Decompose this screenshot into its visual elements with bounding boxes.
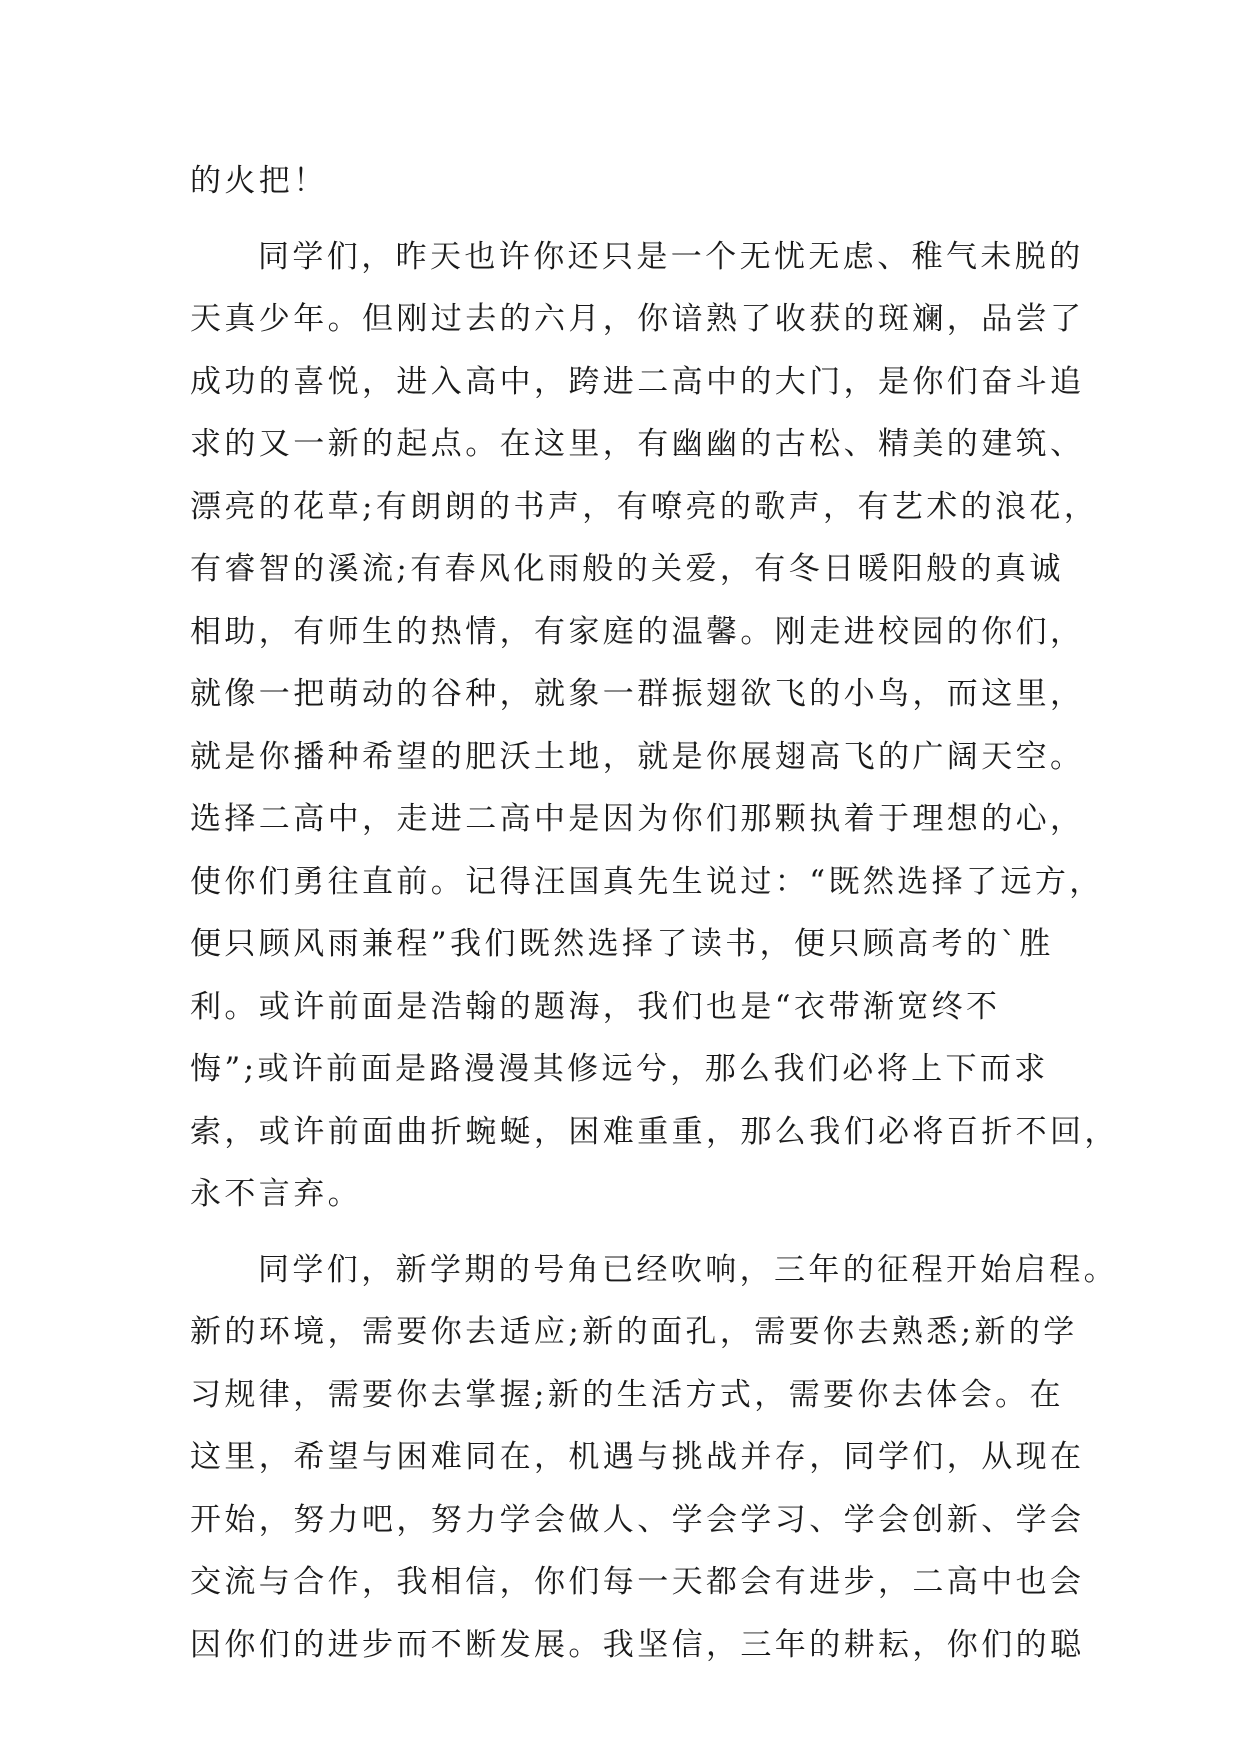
text-line: 新的环境，需要你去适应;新的面孔，需要你去熟悉;新的学 [190,1314,1078,1350]
text-line: 成功的喜悦，进入高中，跨进二高中的大门，是你们奋斗追 [190,363,1085,400]
text-line: 这里，希望与困难同在，机遇与挑战并存，同学们，从现在 [190,1439,1085,1475]
text-line: 就是你播种希望的肥沃土地，就是你展翅高飞的广阔天空。 [190,738,1085,775]
text-line: 开始，努力吧，努力学会做人、学会学习、学会创新、学会 [190,1501,1085,1538]
text-line: 的火把！ [190,163,328,199]
text-line: 天真少年。但刚过去的六月，你谙熟了收获的斑斓，品尝了 [190,301,1085,337]
text-line: 就像一把萌动的谷种，就象一群振翅欲飞的小鸟，而这里， [190,676,1085,712]
text-line: 漂亮的花草;有朗朗的书声，有嘹亮的歌声，有艺术的浪花， [190,488,1099,525]
text-line: 因你们的进步而不断发展。我坚信，三年的耕耘，你们的聪 [190,1626,1085,1663]
text-line: 使你们勇往直前。记得汪国真先生说过：“既然选择了远方， [190,863,1104,900]
body-text [190,150,1119,1676]
text-line: 习规律，需要你去掌握;新的生活方式，需要你去体会。在 [190,1376,1064,1413]
text-line: 永不言弃。 [190,1176,362,1212]
text-line: 悔”;或许前面是路漫漫其修远兮，那么我们必将上下而求 [190,1051,1049,1087]
paragraph-first-line: 同学们，新学期的号角已经吹响，三年的征程开始启程。 [258,1251,1118,1288]
text-line: 有睿智的溪流;有春风化雨般的关爱，有冬日暖阳般的真诚 [190,551,1064,587]
text-line: 便只顾风雨兼程”我们既然选择了读书，便只顾高考的`胜 [190,926,1054,962]
text-line: 交流与合作，我相信，你们每一天都会有进步，二高中也会 [190,1564,1085,1600]
paragraph-first-line: 同学们，昨天也许你还只是一个无忧无虑、稚气未脱的 [258,238,1084,275]
text-line: 索，或许前面曲折蜿蜒，困难重重，那么我们必将百折不回， [190,1113,1119,1150]
text-line: 选择二高中，走进二高中是因为你们那颗执着于理想的心， [190,801,1085,837]
text-line: 相助，有师生的热情，有家庭的温馨。刚走进校园的你们， [190,613,1085,650]
text-line: 求的又一新的起点。在这里，有幽幽的古松、精美的建筑、 [190,426,1085,462]
text-line: 利。或许前面是浩翰的题海，我们也是“衣带渐宽终不 [190,988,1001,1025]
